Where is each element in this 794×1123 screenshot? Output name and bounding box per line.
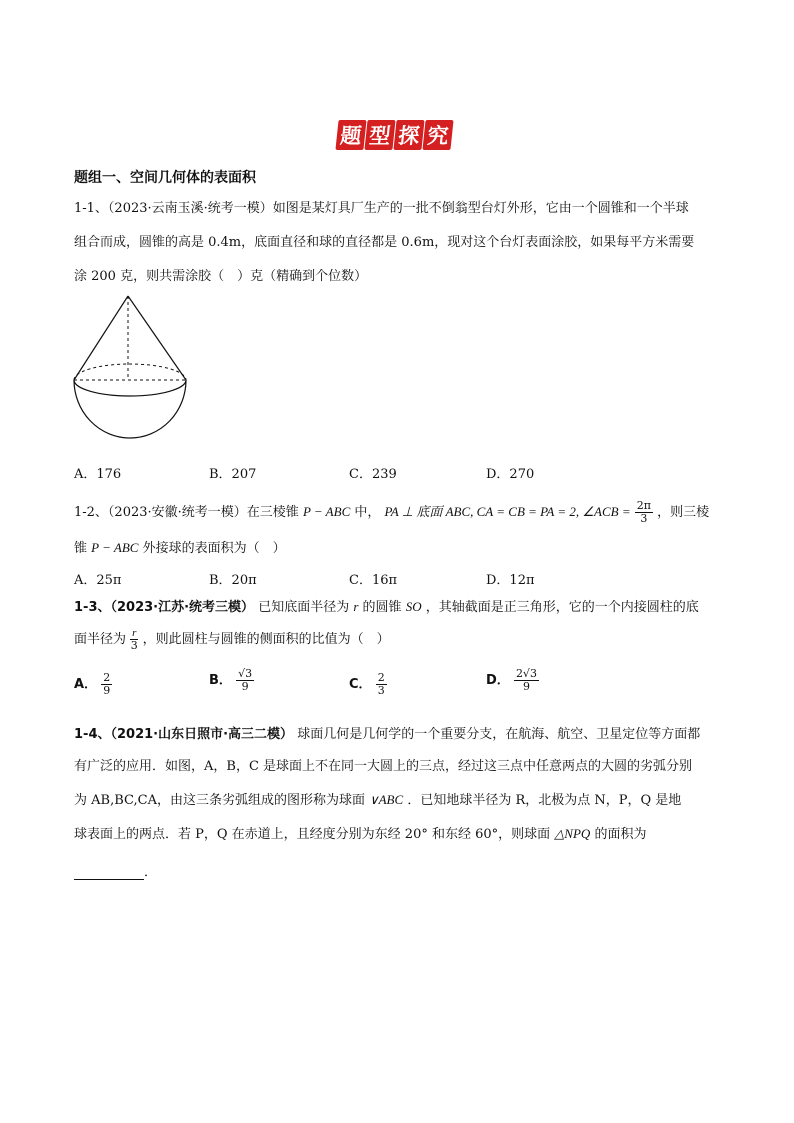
- q4-sym2: △NPQ: [554, 826, 591, 841]
- q2-pabc-2: P − ABC: [91, 540, 139, 555]
- q3-line2b: ，则此圆柱与圆锥的侧面积的比值为（ ）: [142, 632, 390, 647]
- lamp-figure: [70, 292, 190, 452]
- q4-line3: [74, 789, 681, 808]
- banner-char: 题: [335, 120, 366, 150]
- q1-option-d: D．270: [486, 467, 535, 482]
- q2-line2b: 外接球的表面积为（ ）: [142, 541, 286, 556]
- q2-mid: 中，: [354, 505, 381, 520]
- q1-line2: 组合而成，圆锥的高是 0.4m，底面直径和球的直径都是 0.6m，现对这个台灯表面涂胶，如果每平方米需要: [74, 235, 695, 250]
- q3-option-d: D． $\frac{2√3}{9}$: [486, 667, 537, 693]
- q1-option-a: A．176: [74, 467, 122, 482]
- q1-line1: 1-1、（2023·云南玉溪·统考一模）如图是某灯具厂生产的一批不倒翁型台灯外形，它由一个圆锥和一个半球: [74, 201, 689, 216]
- banner-char: 探: [393, 120, 424, 150]
- q3-line1: [74, 596, 699, 615]
- q3-line1b: 的圆锥: [362, 600, 402, 615]
- q2-frac-den: 3: [640, 512, 648, 525]
- q3-line1a: 已知底面半径为: [258, 600, 350, 615]
- q4-sym1: ∨ABC: [369, 792, 404, 807]
- q2-pabc: P − ABC: [302, 504, 351, 519]
- q3-option-c: C． $\frac{2}{3}$: [349, 671, 385, 697]
- answer-blank[interactable]: [74, 865, 144, 880]
- q4-line1: 球面几何是几何学的一个重要分支，在航海、航空、卫星定位等方面都: [297, 727, 701, 742]
- q2-tail: ，则三棱: [657, 505, 710, 520]
- q2-line1: [74, 500, 709, 525]
- q4-line3b: ．已知地球半径为 R，北极为点 N，P，Q 是地: [407, 793, 682, 808]
- q2-option-b: B．20π: [209, 573, 257, 588]
- q2-line2: [74, 537, 286, 556]
- q4-line1: [74, 723, 700, 742]
- q3-frac-den: 3: [130, 639, 138, 652]
- section-title: 题组一、空间几何体的表面积: [74, 170, 256, 186]
- q3-line2: [74, 627, 390, 652]
- q3-option-b: B． $\frac{√3}{9}$: [209, 667, 253, 693]
- q4-tag: 1-4、（2021·山东日照市·高三二模）: [74, 727, 294, 742]
- q3-frac-num: r: [132, 627, 137, 639]
- q2-option-c: C．16π: [349, 573, 398, 588]
- q2-tag: 1-2、（2023·安徽·统考一模）在三棱锥: [74, 505, 299, 520]
- q3-r: r: [353, 599, 359, 614]
- q3-so: SO: [405, 599, 422, 614]
- q4-answer-line: [74, 861, 157, 880]
- q2-condition: PA ⊥ 底面 ABC, CA = CB = PA = 2, ∠ACB =: [384, 504, 631, 519]
- q4-line3a: 为 AB,BC,CA，由这三条劣弧组成的图形称为球面: [74, 793, 365, 808]
- q1-option-b: B．207: [209, 467, 257, 482]
- q3-line1c: ，其轴截面是正三角形，它的一个内接圆柱的底: [425, 600, 699, 615]
- q3-radius-fraction: [130, 627, 138, 652]
- q4-line4a: 球表面上的两点．若 P，Q 在赤道上，且经度分别为东经 20° 和东经 60°，则球面: [74, 827, 551, 842]
- q2-option-a: A．25π: [74, 573, 122, 588]
- q4-line4b: 的面积为: [594, 827, 647, 842]
- q4-line2: 有广泛的应用．如图，A，B，C 是球面上不在同一大圆上的三点，经过这三点中任意两点的大圆的劣弧分别: [74, 759, 693, 774]
- q2-line2a: 锥: [74, 541, 88, 556]
- title-banner: [337, 120, 452, 150]
- q1-line3: 涂 200 克，则共需涂胶（ ）克（精确到个位数）: [74, 269, 368, 284]
- q2-option-d: D．12π: [486, 573, 535, 588]
- q3-line2a: 面半径为: [74, 632, 127, 647]
- banner-char: 究: [422, 120, 453, 150]
- q3-tag: 1-3、（2023·江苏·统考三模）: [74, 600, 255, 615]
- banner-char: 型: [364, 120, 395, 150]
- q4-line4: [74, 823, 646, 842]
- q4-end: ．: [144, 865, 158, 880]
- q2-frac-num: 2π: [636, 499, 652, 512]
- q1-option-c: C．239: [349, 467, 397, 482]
- q3-option-a: A． $\frac{2}{9}$: [74, 671, 111, 697]
- q2-angle-fraction: [635, 500, 653, 525]
